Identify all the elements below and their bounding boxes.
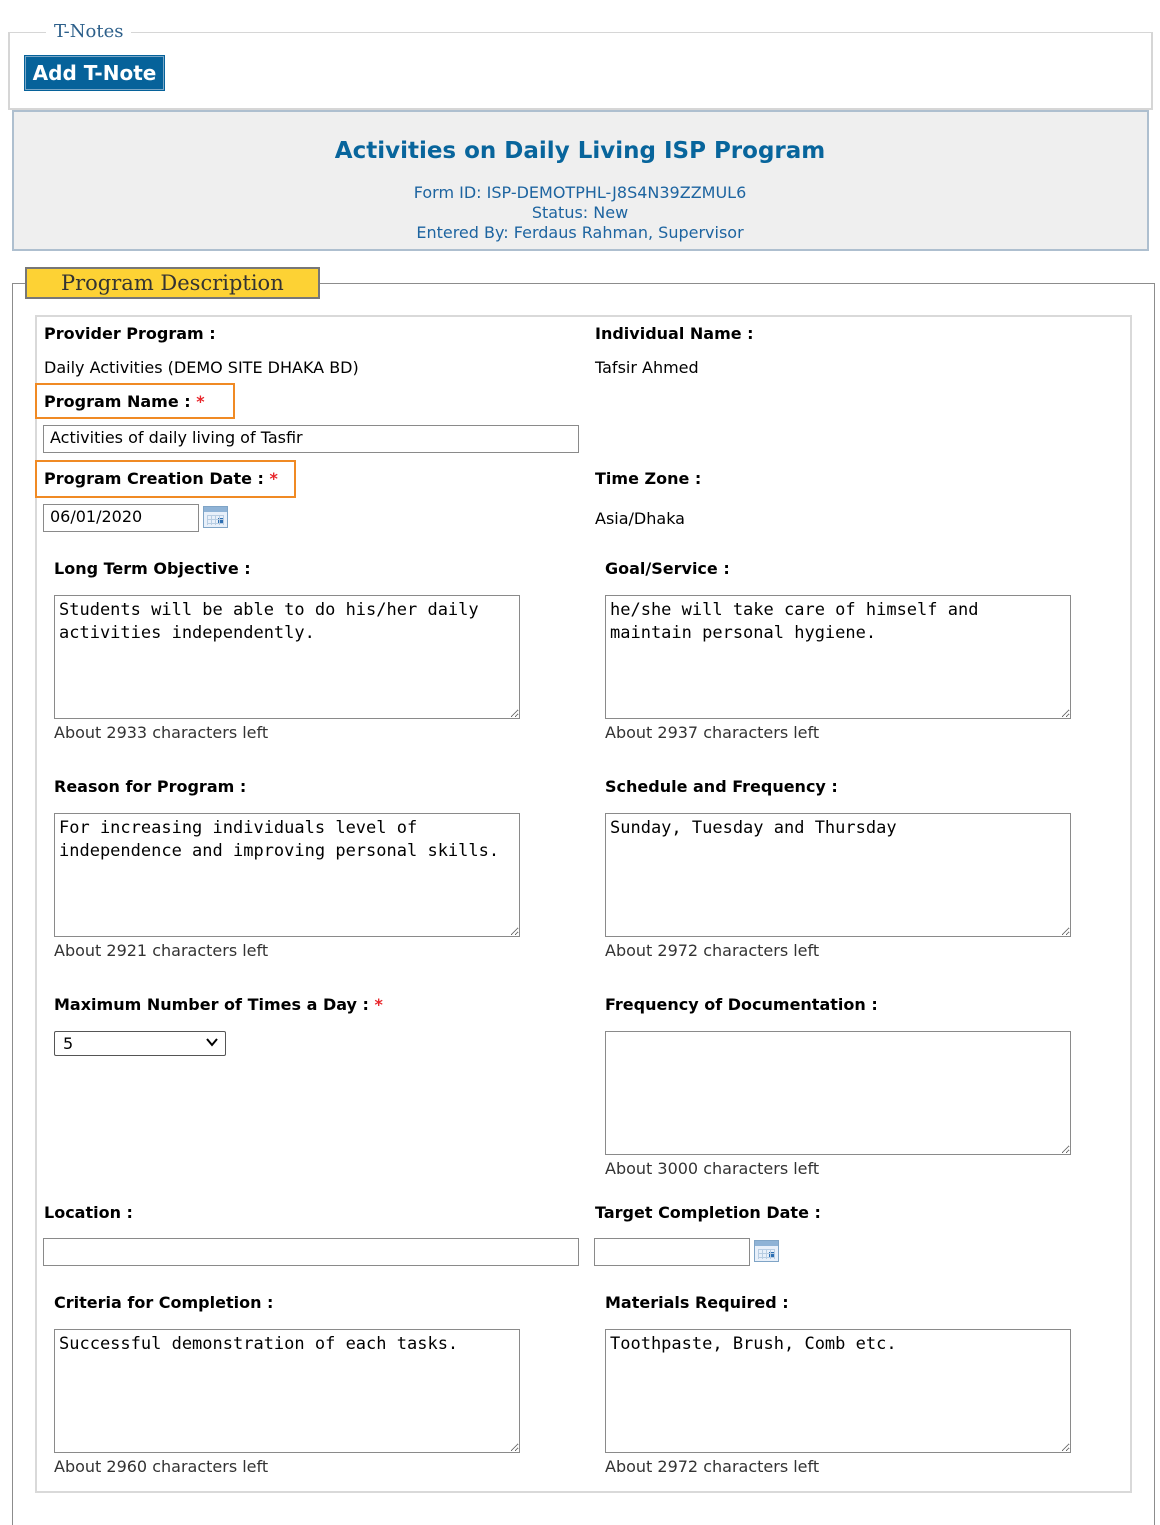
frequency-documentation-counter: About 3000 characters left — [605, 1159, 820, 1178]
criteria-completion-label: Criteria for Completion : — [54, 1293, 274, 1312]
individual-name-label: Individual Name : — [595, 324, 754, 343]
location-label: Location : — [44, 1203, 133, 1222]
reason-for-program-textarea[interactable]: For increasing individuals level of independence and improving personal skills. — [54, 813, 520, 937]
program-creation-date-input[interactable]: 06/01/2020 — [43, 504, 199, 532]
form-status: Status: New — [531, 203, 629, 222]
long-term-objective-counter: About 2933 characters left — [54, 723, 269, 742]
add-tnote-button[interactable]: Add T-Note — [25, 56, 164, 90]
target-completion-date-label: Target Completion Date : — [595, 1203, 821, 1222]
max-times-day-select[interactable] — [54, 1031, 226, 1056]
provider-program-label: Provider Program : — [44, 324, 216, 343]
criteria-completion-textarea[interactable]: Successful demonstration of each tasks. — [54, 1329, 520, 1453]
materials-required-textarea[interactable]: Toothpaste, Brush, Comb etc. — [605, 1329, 1071, 1453]
frequency-documentation-textarea[interactable] — [605, 1031, 1071, 1155]
time-zone-label: Time Zone : — [595, 469, 702, 488]
frequency-documentation-label: Frequency of Documentation : — [605, 995, 878, 1014]
individual-name-value: Tafsir Ahmed — [595, 358, 699, 377]
reason-for-program-counter: About 2921 characters left — [54, 941, 269, 960]
form-id: Form ID: ISP-DEMOTPHL-J8S4N39ZZMUL6 — [413, 183, 747, 202]
chevron-down-icon — [205, 1035, 219, 1053]
required-mark: * — [196, 392, 205, 411]
schedule-frequency-counter: About 2972 characters left — [605, 941, 820, 960]
max-times-day-selected: 5 — [63, 1034, 74, 1053]
program-creation-date-label — [44, 469, 278, 488]
calendar-icon[interactable] — [203, 506, 228, 528]
required-mark: * — [374, 995, 383, 1014]
criteria-completion-counter: About 2960 characters left — [54, 1457, 269, 1476]
materials-required-label: Materials Required : — [605, 1293, 789, 1312]
goal-service-counter: About 2937 characters left — [605, 723, 820, 742]
schedule-frequency-textarea[interactable]: Sunday, Tuesday and Thursday — [605, 813, 1071, 937]
program-name-label — [44, 392, 205, 411]
page-title: Activities on Daily Living ISP Program — [334, 138, 826, 164]
time-zone-value: Asia/Dhaka — [595, 509, 685, 528]
max-times-day-label — [54, 995, 383, 1014]
program-name-input[interactable]: Activities of daily living of Tasfir — [43, 425, 579, 453]
target-completion-date-input[interactable] — [594, 1238, 750, 1266]
location-input[interactable] — [43, 1238, 579, 1266]
provider-program-value: Daily Activities (DEMO SITE DHAKA BD) — [44, 358, 359, 377]
tnotes-fieldset — [8, 32, 1153, 110]
materials-required-counter: About 2972 characters left — [605, 1457, 820, 1476]
calendar-icon[interactable] — [754, 1240, 779, 1262]
long-term-objective-textarea[interactable]: Students will be able to do his/her daily activities independently. — [54, 595, 520, 719]
program-description-legend: Program Description — [25, 267, 320, 299]
long-term-objective-label: Long Term Objective : — [54, 559, 251, 578]
reason-for-program-label: Reason for Program : — [54, 777, 247, 796]
entered-by: Entered By: Ferdaus Rahman, Supervisor — [416, 223, 744, 242]
goal-service-textarea[interactable]: he/she will take care of himself and maintain personal hygiene. — [605, 595, 1071, 719]
tnotes-legend: T-Notes — [46, 21, 131, 42]
program-creation-date-label-text: Program Creation Date : — [44, 469, 264, 488]
max-times-day-label-text: Maximum Number of Times a Day : — [54, 995, 369, 1014]
schedule-frequency-label: Schedule and Frequency : — [605, 777, 838, 796]
required-mark: * — [269, 469, 278, 488]
goal-service-label: Goal/Service : — [605, 559, 730, 578]
program-name-label-text: Program Name : — [44, 392, 191, 411]
